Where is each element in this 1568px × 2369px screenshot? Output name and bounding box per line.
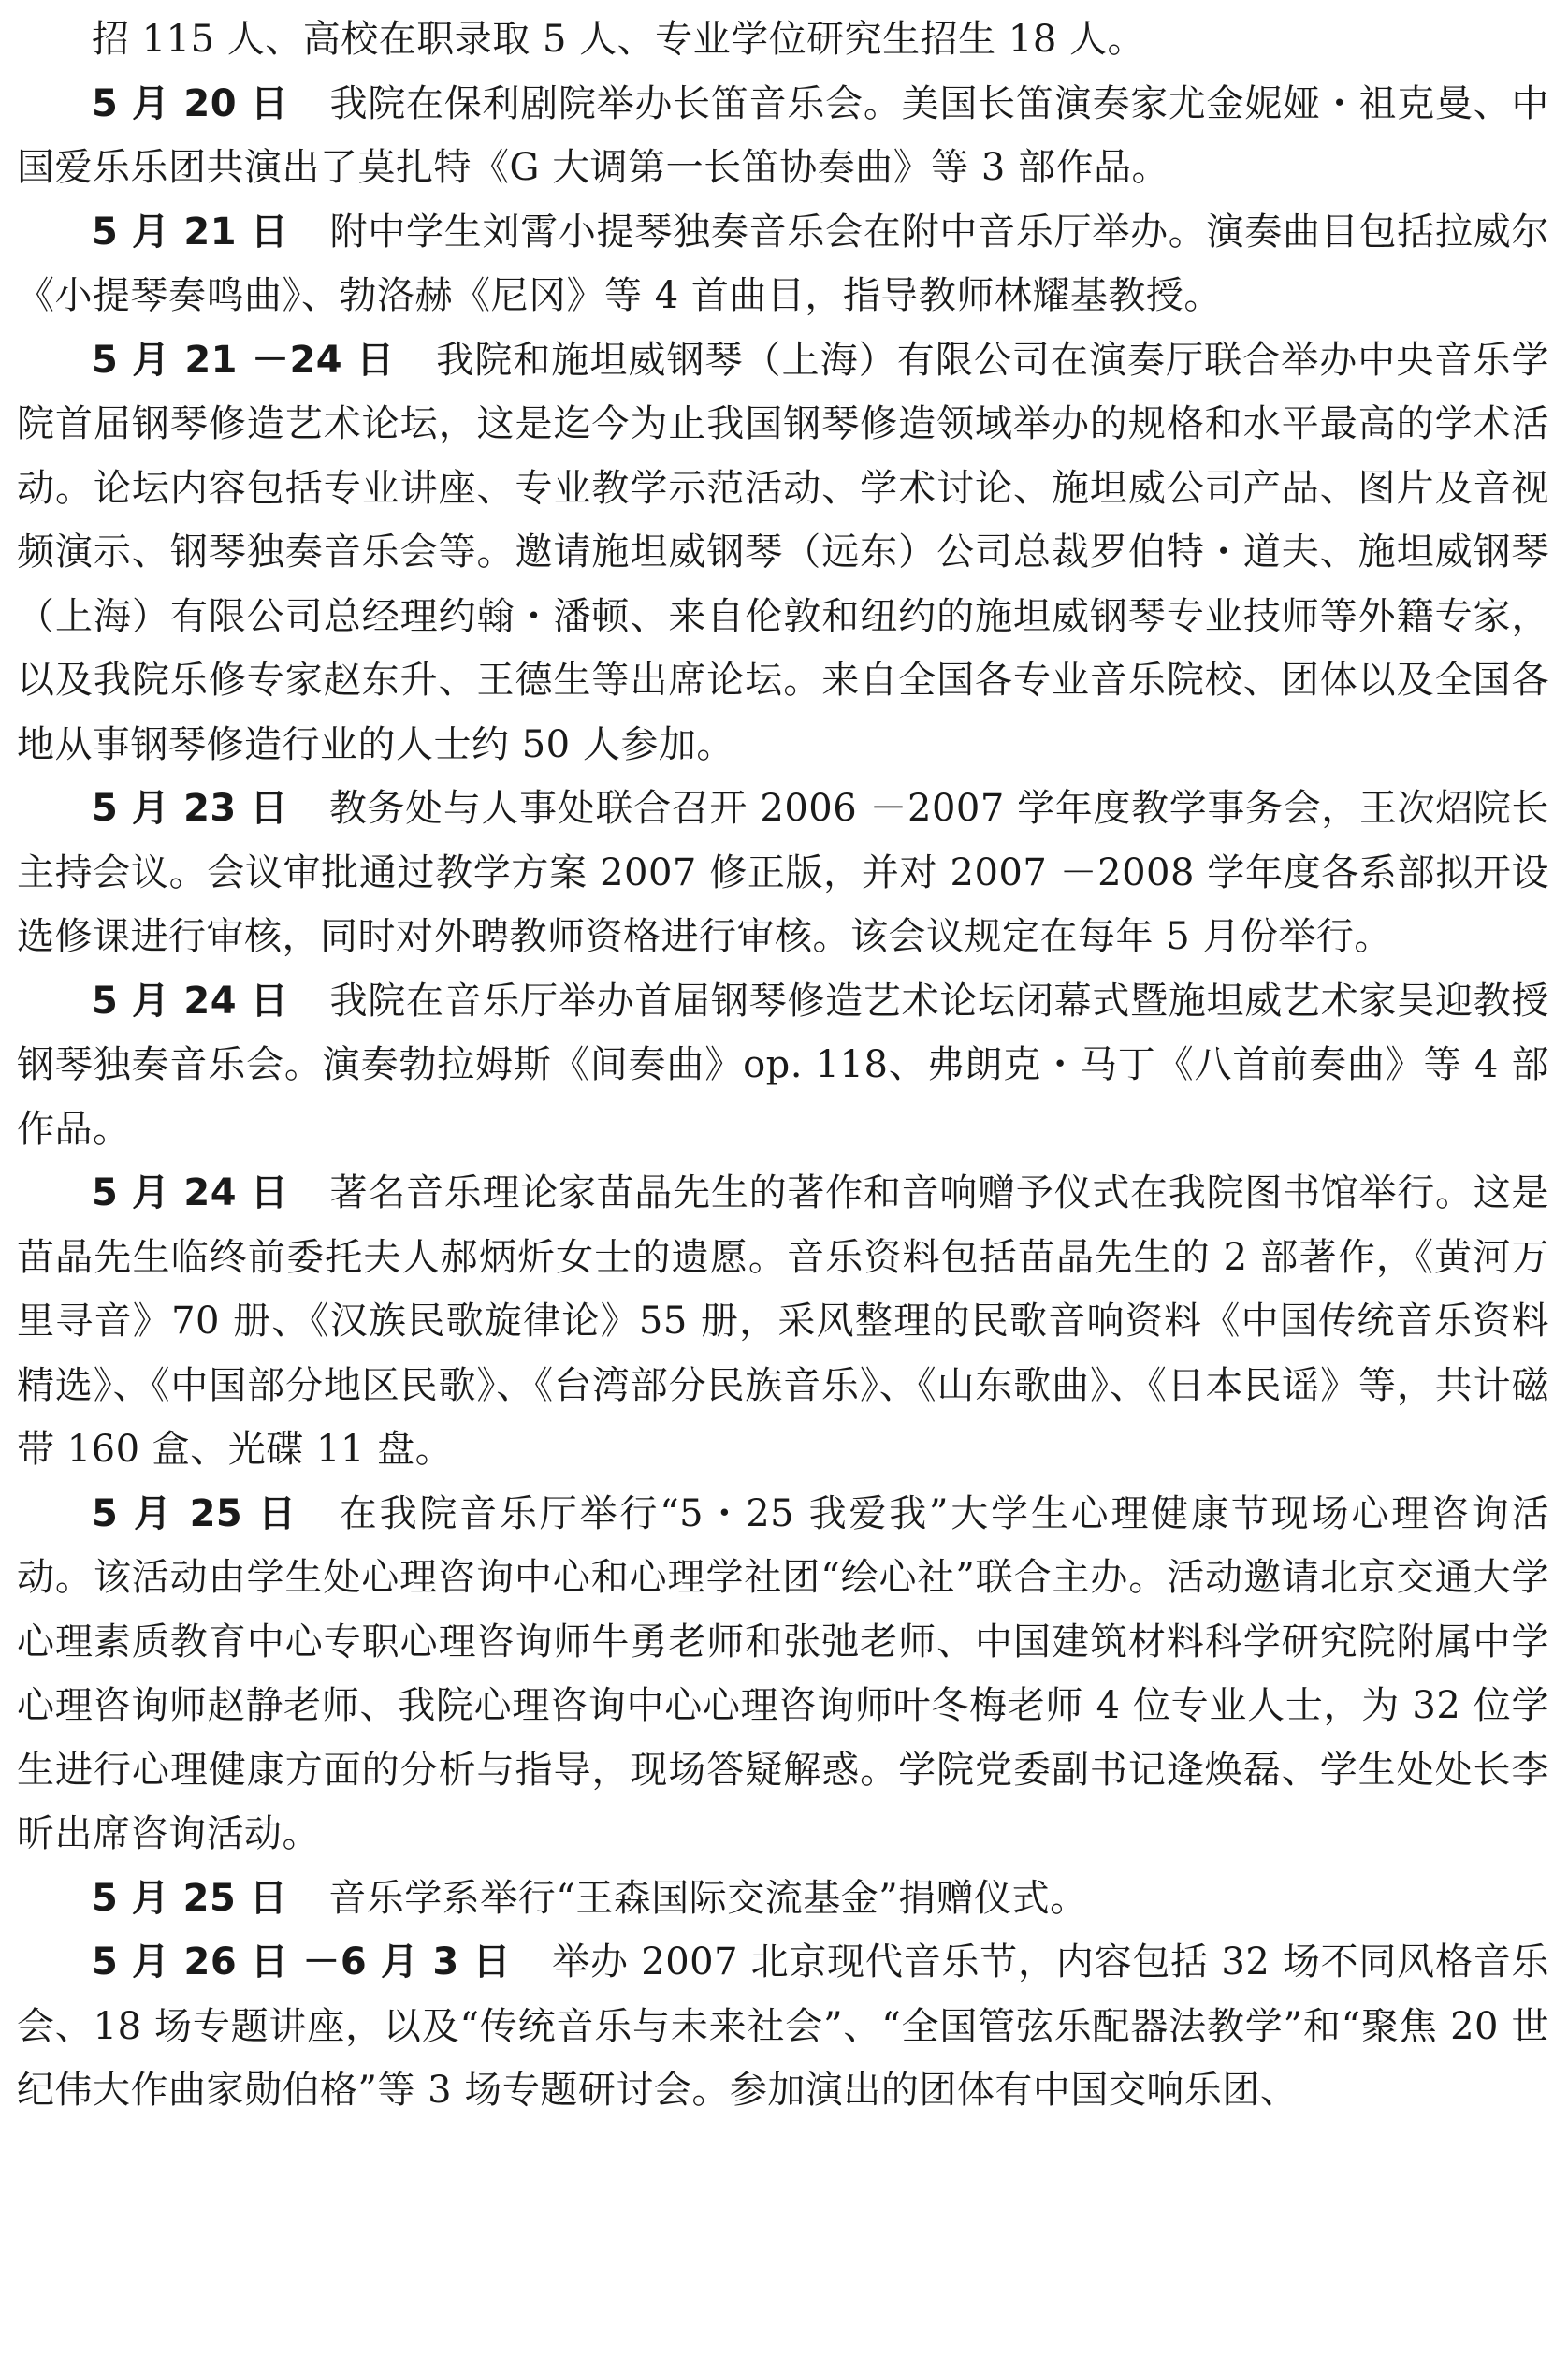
entry-text: 招 115 人、高校在职录取 5 人、专业学位研究生招生 18 人。 bbox=[92, 18, 1145, 61]
entry-text: 我院在音乐厅举办首届钢琴修造艺术论坛闭幕式暨施坦威艺术家吴迎教授钢琴独奏音乐会。演奏勃拉姆斯《间奏曲》op. 118、弗朗克・马丁《八首前奏曲》等 4 部作品。 bbox=[17, 979, 1549, 1151]
entry-date: 5 月 24 日 bbox=[92, 979, 289, 1023]
entry-date: 5 月 24 日 bbox=[92, 1171, 289, 1214]
entry-date: 5 月 25 日 bbox=[92, 1491, 298, 1535]
entry-0525-fund bbox=[17, 1867, 1549, 1931]
entry-text: 在我院音乐厅举行“5・25 我爱我”大学生心理健康节现场心理咨询活动。该活动由学生处心理咨询中心和心理学社团“绘心社”联合主办。活动邀请北京交通大学心理素质教育中心专职心理咨询师牛勇老师和张弛老师、中国建筑材料科学研究院附属中学心理咨询师赵静老师、我院心理咨询中心心理咨询师叶冬梅老师 4 位专业人士，为 32 位学生进行心理健康方面的分析与指导，现场答疑解惑。学院党委副书记逄焕磊、学生处处长李昕出席咨询活动。 bbox=[17, 1491, 1549, 1855]
entry-0521-0524 bbox=[17, 328, 1549, 778]
entry-text: 我院在保利剧院举办长笛音乐会。美国长笛演奏家尤金妮娅・祖克曼、中国爱乐乐团共演出了莫扎特《G 大调第一长笛协奏曲》等 3 部作品。 bbox=[17, 81, 1549, 189]
entry-0524-donation bbox=[17, 1161, 1549, 1482]
entry-date: 5 月 21 －24 日 bbox=[92, 338, 396, 382]
entry-date: 5 月 26 日 －6 月 3 日 bbox=[92, 1940, 512, 1984]
entry-0524-concert bbox=[17, 969, 1549, 1162]
entry-0523 bbox=[17, 777, 1549, 969]
entry-0521 bbox=[17, 200, 1549, 328]
entry-date: 5 月 23 日 bbox=[92, 787, 288, 830]
entry-text: 教务处与人事处联合召开 2006 －2007 学年度教学事务会，王次炤院长主持会议。会议审批通过教学方案 2007 修正版，并对 2007 －2008 学年度各系部拟开设选修课进行审核，同时对外聘教师资格进行审核。该会议规定在每年 5 月份举行。 bbox=[17, 787, 1549, 958]
entry-continuation bbox=[17, 7, 1549, 72]
entry-text: 举办 2007 北京现代音乐节，内容包括 32 场不同风格音乐会、18 场专题讲座，以及“传统音乐与未来社会”、“全国管弦乐配器法教学”和“聚焦 20 世纪伟大作曲家勋伯格”等 3 场专题研讨会。参加演出的团体有中国交响乐团、 bbox=[17, 1940, 1550, 2112]
entry-0526-0603 bbox=[17, 1930, 1549, 2123]
entry-text: 著名音乐理论家苗晶先生的著作和音响赠予仪式在我院图书馆举行。这是苗晶先生临终前委托夫人郝炳炘女士的遗愿。音乐资料包括苗晶先生的 2 部著作，《黄河万里寻音》70 册、《汉族民歌旋律论》55 册，采风整理的民歌音响资料《中国传统音乐资料精选》、《中国部分地区民歌》、《台湾部分民族音乐》、《山东歌曲》、《日本民谣》等，共计磁带 160 盒、光碟 11 盘。 bbox=[17, 1171, 1549, 1471]
entry-0525-psychology bbox=[17, 1482, 1549, 1867]
entry-text: 音乐学系举行“王森国际交流基金”捐赠仪式。 bbox=[328, 1876, 1088, 1920]
entry-text: 我院和施坦威钢琴（上海）有限公司在演奏厅联合举办中央音乐学院首届钢琴修造艺术论坛，这是迄今为止我国钢琴修造领域举办的规格和水平最高的学术活动。论坛内容包括专业讲座、专业教学示范活动、学术讨论、施坦威公司产品、图片及音视频演示、钢琴独奏音乐会等。邀请施坦威钢琴（远东）公司总裁罗伯特・道夫、施坦威钢琴（上海）有限公司总经理约翰・潘顿、来自伦敦和纽约的施坦威钢琴专业技师等外籍专家，以及我院乐修专家赵东升、王德生等出席论坛。来自全国各专业音乐院校、团体以及全国各地从事钢琴修造行业的人士约 50 人参加。 bbox=[17, 338, 1549, 766]
entry-date: 5 月 25 日 bbox=[92, 1876, 288, 1920]
entry-0520 bbox=[17, 72, 1549, 200]
entry-text: 附中学生刘霄小提琴独奏音乐会在附中音乐厅举办。演奏曲目包括拉威尔《小提琴奏鸣曲》、勃洛赫《尼冈》等 4 首曲目，指导教师林耀基教授。 bbox=[17, 210, 1549, 317]
entry-date: 5 月 20 日 bbox=[92, 81, 289, 125]
entry-date: 5 月 21 日 bbox=[92, 210, 289, 254]
